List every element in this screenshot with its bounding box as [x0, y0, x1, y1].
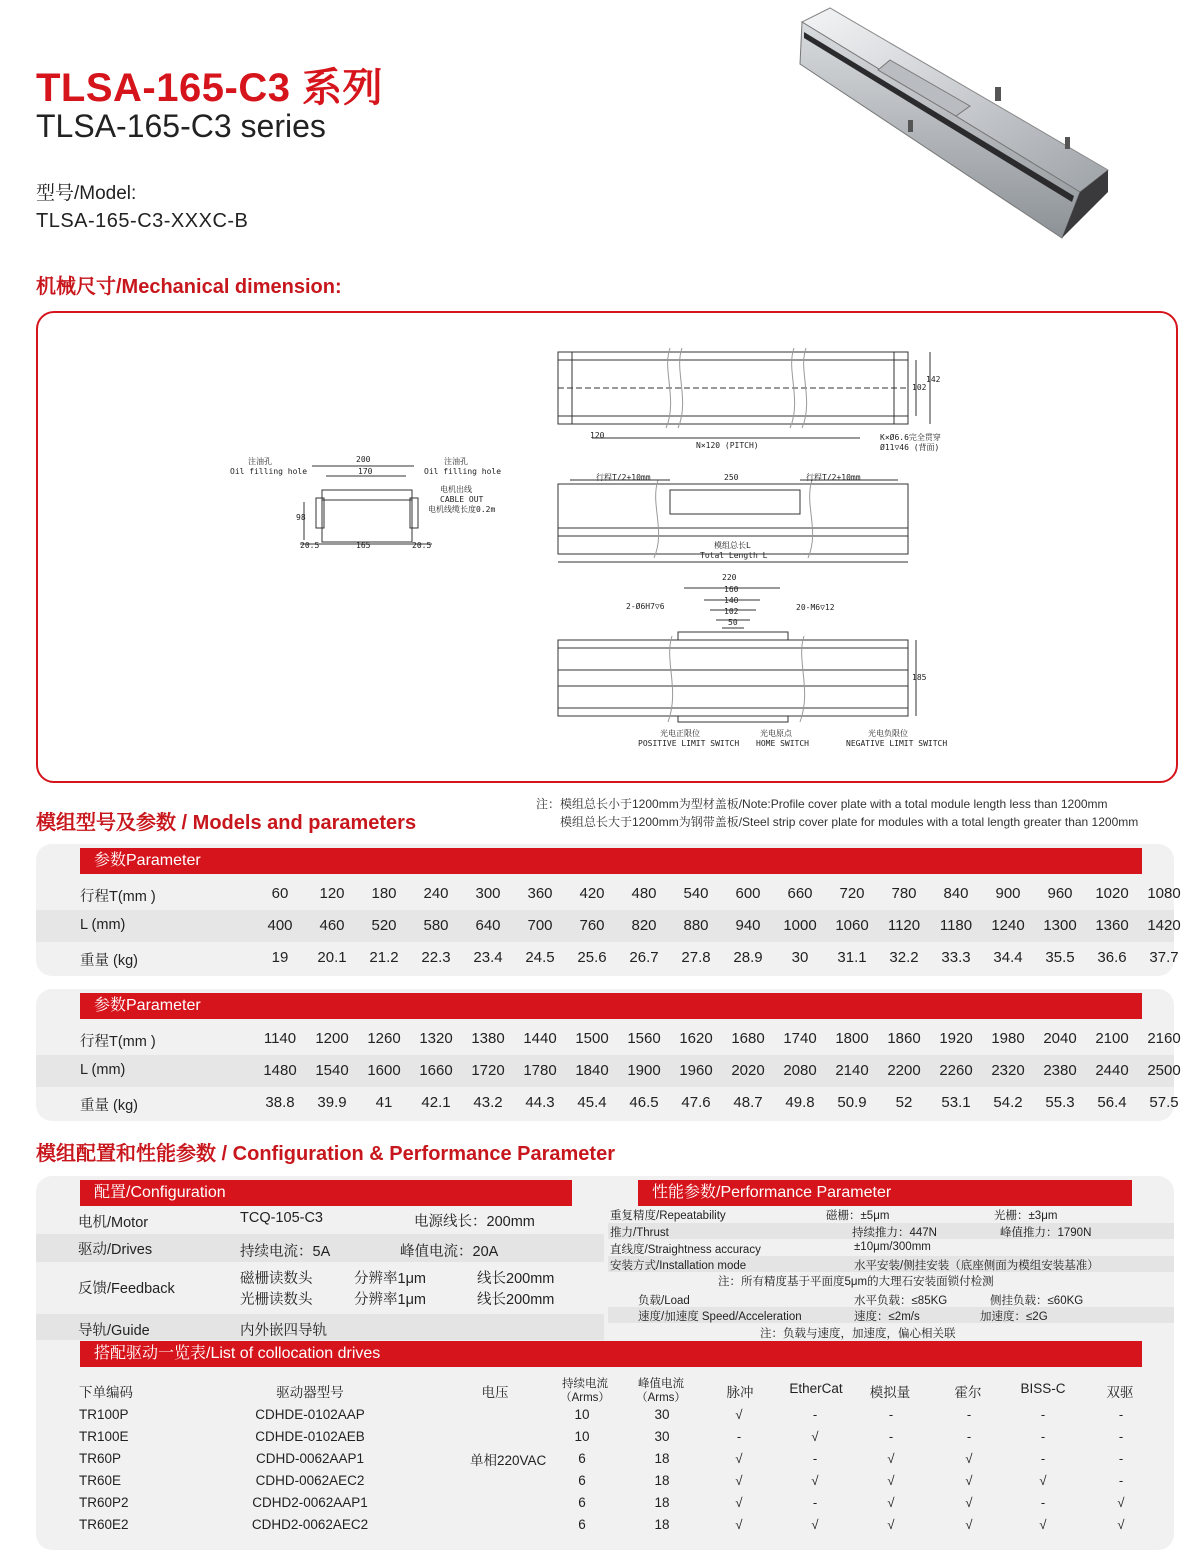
- row-values: [254, 1030, 1190, 1047]
- table-cell: 45.4: [577, 1094, 607, 1111]
- stroke-right: 行程T/2+10mm: [806, 473, 861, 482]
- config-row-guide: [36, 1314, 604, 1340]
- oil-hole-left-en: Oil filling hole: [230, 467, 308, 476]
- table-cell: 25.6: [577, 949, 607, 966]
- col-peak-current-unit: （Arms）: [636, 1392, 686, 1404]
- table-cell: 240: [423, 885, 449, 902]
- feedback-1-resolution: 分辨率1μm: [354, 1271, 426, 1287]
- acceleration-value: 加速度：≤2G: [980, 1311, 1048, 1323]
- table-cell: 1740: [783, 1030, 817, 1047]
- drive-model: CDHD-0062AEC2: [255, 1473, 365, 1488]
- performance-header: 性能参数/Performance Parameter: [638, 1180, 1132, 1206]
- stroke-left: 行程T/2+10mm: [596, 473, 651, 482]
- perf-row-straightness: [608, 1240, 1174, 1256]
- table-cell: 19: [271, 949, 289, 966]
- drive-cont-current: 6: [578, 1451, 586, 1466]
- model-label: 型号/Model:: [36, 183, 137, 204]
- table-cell: 31.1: [837, 949, 867, 966]
- dim-top-pitch: N×120 (PITCH): [696, 441, 759, 450]
- table-cell: 1600: [367, 1062, 401, 1079]
- table-cell: 27.8: [681, 949, 711, 966]
- load-label: 负载/Load: [638, 1295, 690, 1307]
- params-table-1-header: 参数Parameter: [80, 848, 1142, 874]
- positive-limit-cn: 光电正限位: [660, 729, 700, 738]
- drive-cont-current: 6: [578, 1495, 586, 1510]
- table-row: [36, 1023, 1181, 1055]
- drive-feature-mark: √: [735, 1451, 743, 1466]
- row-label: 行程T(mm ): [80, 889, 156, 905]
- table-cell: 1080: [1147, 885, 1181, 902]
- speed-label: 速度/加速度 Speed/Acceleration: [638, 1311, 802, 1323]
- table-cell: 1540: [315, 1062, 349, 1079]
- table-cell: 2380: [1043, 1062, 1077, 1079]
- table-cell: 460: [319, 917, 345, 934]
- table-cell: 26.7: [629, 949, 659, 966]
- drive-feature-mark: √: [1117, 1517, 1125, 1532]
- straightness-label: 直线度/Straightness accuracy: [610, 1244, 761, 1256]
- table-cell: 1680: [731, 1030, 765, 1047]
- drive-feature-mark: √: [965, 1495, 973, 1510]
- dim-side-20-5-left: 20.5: [300, 541, 320, 550]
- table-cell: 720: [839, 885, 865, 902]
- installation-note: 注：所有精度基于平面度5μm的大理石安装面锁付检测: [718, 1276, 994, 1288]
- page-subtitle: TLSA-165-C3 series: [36, 108, 326, 144]
- motor-label: 电机/Motor: [78, 1215, 149, 1231]
- row-values: [254, 949, 1190, 966]
- model-value: TLSA-165-C3-XXXC-B: [36, 210, 249, 232]
- table-cell: 540: [683, 885, 709, 902]
- table-cell: 1240: [991, 917, 1025, 934]
- home-switch-cn: 光电原点: [760, 729, 792, 738]
- drive-feature-mark: √: [1117, 1495, 1125, 1510]
- repeatability-optical: 光栅：±3μm: [994, 1210, 1058, 1222]
- drive-model: CDHDE-0102AEB: [255, 1429, 365, 1444]
- table-cell: 400: [267, 917, 293, 934]
- table-cell: 52: [895, 1094, 913, 1111]
- table-cell: 1020: [1095, 885, 1129, 902]
- col-drive-model: 驱动器型号: [276, 1385, 344, 1400]
- dim-bottom-102: 102: [724, 607, 739, 616]
- table-cell: 2080: [783, 1062, 817, 1079]
- table-cell: 120: [319, 885, 345, 902]
- table-cell: 1560: [627, 1030, 661, 1047]
- oil-hole-left-cn: 注油孔: [248, 457, 272, 466]
- table-cell: 1960: [679, 1062, 713, 1079]
- dim-side-98: 98: [296, 513, 306, 522]
- thread-holes: 20-M6▽12: [796, 603, 835, 612]
- table-cell: 60: [271, 885, 289, 902]
- config-section-title: 模组配置和性能参数 / Configuration & Performance Parameter: [36, 1143, 615, 1165]
- drive-feature-mark: -: [812, 1495, 818, 1510]
- drives-header: 搭配驱动一览表/List of collocation drives: [80, 1341, 1142, 1367]
- drive-feature-mark: √: [887, 1517, 895, 1532]
- table-cell: 1920: [939, 1030, 973, 1047]
- table-cell: 2140: [835, 1062, 869, 1079]
- drive-model: CDHD2-0062AAP1: [252, 1495, 368, 1510]
- drive-feature-mark: -: [1040, 1429, 1046, 1444]
- installation-value: 水平安装/侧挂安装（底座侧面为模组安装基准）: [854, 1260, 1099, 1272]
- table-cell: 2200: [887, 1062, 921, 1079]
- load-horizontal: 水平负载：≤85KG: [854, 1295, 948, 1307]
- table-cell: 820: [631, 917, 657, 934]
- drive-cont-current: 6: [578, 1473, 586, 1488]
- table-cell: 1660: [419, 1062, 453, 1079]
- total-length-en: Total Length L: [700, 551, 768, 560]
- table-cell: 1000: [783, 917, 817, 934]
- dim-top-120: 120: [590, 431, 605, 440]
- drive-feature-mark: -: [888, 1429, 894, 1444]
- table-cell: 1200: [315, 1030, 349, 1047]
- table-cell: 420: [579, 885, 605, 902]
- table-row: [36, 1055, 1181, 1087]
- hole-note-1: K×Ø6.6完全贯穿: [880, 433, 941, 442]
- drive-model: CDHD-0062AAP1: [255, 1451, 365, 1466]
- table-cell: 50.9: [837, 1094, 867, 1111]
- table-cell: 2100: [1095, 1030, 1129, 1047]
- drive-feature-mark: √: [887, 1495, 895, 1510]
- table-cell: 34.4: [993, 949, 1023, 966]
- drive-feature-mark: -: [1118, 1473, 1124, 1488]
- feedback-label: 反馈/Feedback: [78, 1281, 175, 1297]
- perf-row-thrust: [608, 1223, 1174, 1239]
- row-values: [254, 917, 1190, 934]
- drive-code: TR100P: [79, 1407, 129, 1422]
- drive-feature-mark: √: [811, 1473, 819, 1488]
- drive-cont-current: 10: [574, 1407, 590, 1422]
- drive-feature-mark: -: [1118, 1407, 1124, 1422]
- table-cell: 960: [1047, 885, 1073, 902]
- table-cell: 38.8: [265, 1094, 295, 1111]
- motor-cable-length: 电源线长：200mm: [414, 1214, 535, 1230]
- dim-side-200: 200: [356, 455, 371, 464]
- drive-feature-mark: -: [1040, 1495, 1046, 1510]
- table-cell: 880: [683, 917, 709, 934]
- table-cell: 2040: [1043, 1030, 1077, 1047]
- table-row: [36, 942, 1179, 974]
- table-cell: 41: [375, 1094, 393, 1111]
- table-cell: 580: [423, 917, 449, 934]
- drive-model: CDHDE-0102AAP: [255, 1407, 365, 1422]
- col-biss-c: BISS-C: [1020, 1381, 1066, 1396]
- col-analog: 模拟量: [869, 1385, 911, 1400]
- table-cell: 940: [735, 917, 761, 934]
- oil-hole-right-cn: 注油孔: [444, 457, 468, 466]
- table-cell: 55.3: [1045, 1094, 1075, 1111]
- dim-top-142: 142: [926, 375, 941, 384]
- drive-feature-mark: √: [965, 1451, 973, 1466]
- total-length-cn: 模组总长L: [714, 541, 751, 550]
- table-cell: 2160: [1147, 1030, 1181, 1047]
- carriage-250: 250: [724, 473, 739, 482]
- config-row-feedback: [36, 1262, 604, 1314]
- product-image: [790, 2, 1120, 242]
- mechanical-section-title: 机械尺寸/Mechanical dimension:: [36, 276, 342, 298]
- table-cell: 1840: [575, 1062, 609, 1079]
- dim-bottom-220: 220: [722, 573, 737, 582]
- drive-code: TR60P2: [79, 1495, 129, 1510]
- guide-label: 导轨/Guide: [78, 1323, 150, 1339]
- table-cell: 48.7: [733, 1094, 763, 1111]
- feedback-2-length: 线长200mm: [477, 1292, 555, 1308]
- table-cell: 480: [631, 885, 657, 902]
- table-cell: 57.5: [1149, 1094, 1179, 1111]
- table-cell: 24.5: [525, 949, 555, 966]
- cable-length: 电机线缆长度0.2m: [428, 505, 496, 514]
- row-values: [254, 1062, 1190, 1079]
- cable-out-en: CABLE OUT: [440, 495, 484, 504]
- table-cell: 44.3: [525, 1094, 555, 1111]
- drive-peak-current: 18: [654, 1451, 670, 1466]
- table-cell: 2440: [1095, 1062, 1129, 1079]
- table-cell: 300: [475, 885, 501, 902]
- negative-limit-en: NEGATIVE LIMIT SWITCH: [846, 739, 948, 748]
- row-label: L (mm): [80, 917, 126, 933]
- params-table-2-header: 参数Parameter: [80, 993, 1142, 1019]
- pin-holes: 2-Ø6H7▽6: [626, 602, 665, 611]
- table-cell: 1780: [523, 1062, 557, 1079]
- col-cont-current-unit: （Arms）: [560, 1392, 610, 1404]
- table-cell: 1420: [1147, 917, 1181, 934]
- drive-feature-mark: √: [887, 1451, 895, 1466]
- table-cell: 1720: [471, 1062, 505, 1079]
- drive-feature-mark: -: [812, 1407, 818, 1422]
- drive-feature-mark: √: [965, 1517, 973, 1532]
- feedback-2-resolution: 分辨率1μm: [354, 1292, 426, 1308]
- page-title: TLSA-165-C3 系列: [36, 66, 384, 110]
- table-cell: 23.4: [473, 949, 503, 966]
- table-cell: 56.4: [1097, 1094, 1127, 1111]
- table-cell: 780: [891, 885, 917, 902]
- table-cell: 53.1: [941, 1094, 971, 1111]
- drive-feature-mark: -: [812, 1451, 818, 1466]
- drive-feature-mark: √: [735, 1495, 743, 1510]
- drive-peak-current: 30: [654, 1429, 670, 1444]
- table-cell: 2500: [1147, 1062, 1181, 1079]
- table-cell: 2020: [731, 1062, 765, 1079]
- config-row-drive: [36, 1234, 604, 1262]
- config-row-motor: [36, 1206, 604, 1234]
- row-label: 行程T(mm ): [80, 1034, 156, 1050]
- drive-feature-mark: -: [966, 1407, 972, 1422]
- speed-value: 速度：≤2m/s: [854, 1311, 920, 1323]
- table-cell: 43.2: [473, 1094, 503, 1111]
- table-cell: 1900: [627, 1062, 661, 1079]
- row-label: 重量 (kg): [80, 953, 138, 969]
- feedback-2-name: 光栅读数头: [240, 1292, 313, 1308]
- col-hall: 霍尔: [954, 1385, 982, 1400]
- drive-code: TR60E: [79, 1473, 122, 1488]
- drive-model: CDHD2-0062AEC2: [251, 1517, 369, 1532]
- table-cell: 600: [735, 885, 761, 902]
- table-cell: 21.2: [369, 949, 399, 966]
- table-cell: 33.3: [941, 949, 971, 966]
- perf-row-speed: [608, 1307, 1174, 1323]
- drive-code: TR60P: [79, 1451, 122, 1466]
- row-label: L (mm): [80, 1062, 126, 1078]
- row-values: [254, 1094, 1190, 1111]
- drive-peak-current: 30: [654, 1407, 670, 1422]
- table-cell: 1800: [835, 1030, 869, 1047]
- home-switch-en: HOME SWITCH: [756, 739, 809, 748]
- dim-bottom-185: 185: [912, 673, 927, 682]
- drive-cont-current: 10: [574, 1429, 590, 1444]
- cover-note-2: 模组总长大于1200mm为钢带盖板/Steel strip cover plate for modules with a total length greater than 1200mm: [560, 815, 1139, 829]
- drive-peak-current: 18: [654, 1495, 670, 1510]
- drive-feature-mark: √: [811, 1429, 819, 1444]
- table-cell: 1380: [471, 1030, 505, 1047]
- drive-code: TR100E: [79, 1429, 129, 1444]
- drive-cont-current: 持续电流：5A: [240, 1244, 331, 1260]
- table-cell: 760: [579, 917, 605, 934]
- table-cell: 37.7: [1149, 949, 1179, 966]
- table-cell: 1320: [419, 1030, 453, 1047]
- dim-side-20-5-right: 20.5: [412, 541, 432, 550]
- config-header: 配置/Configuration: [80, 1180, 572, 1206]
- dim-bottom-50: 50: [728, 618, 738, 627]
- perf-row-repeatability: [608, 1206, 1174, 1222]
- cable-out-cn: 电机出线: [440, 485, 472, 494]
- drive-feature-mark: √: [965, 1473, 973, 1488]
- mechanical-drawing: [200, 330, 1000, 770]
- thrust-continuous: 持续推力：447N: [852, 1227, 937, 1239]
- drive-feature-mark: √: [735, 1473, 743, 1488]
- table-cell: 39.9: [317, 1094, 347, 1111]
- drive-feature-mark: √: [887, 1473, 895, 1488]
- table-cell: 1140: [263, 1030, 297, 1047]
- cover-note-1: 注：模组总长小于1200mm为型材盖板/Note:Profile cover plate with a total module length less than 1200mm: [536, 797, 1108, 811]
- perf-row-installation: [608, 1256, 1174, 1272]
- table-cell: 1360: [1095, 917, 1129, 934]
- installation-label: 安装方式/Installation mode: [610, 1260, 747, 1272]
- drive-feature-mark: √: [1039, 1473, 1047, 1488]
- row-values: [254, 885, 1190, 902]
- table-cell: 180: [371, 885, 397, 902]
- table-cell: 360: [527, 885, 553, 902]
- col-dual-drive: 双驱: [1106, 1385, 1134, 1400]
- dim-bottom-160: 160: [724, 585, 739, 594]
- table-cell: 54.2: [993, 1094, 1023, 1111]
- col-voltage: 电压: [481, 1385, 509, 1400]
- feedback-1-length: 线长200mm: [477, 1271, 555, 1287]
- drive-feature-mark: -: [1118, 1451, 1124, 1466]
- drive-feature-mark: √: [735, 1517, 743, 1532]
- table-cell: 28.9: [733, 949, 763, 966]
- table-cell: 700: [527, 917, 553, 934]
- row-label: 重量 (kg): [80, 1098, 138, 1114]
- table-cell: 900: [995, 885, 1021, 902]
- table-cell: 1620: [679, 1030, 713, 1047]
- col-pulse: 脉冲: [726, 1385, 754, 1400]
- hole-note-2: Ø11▽46 (背面): [880, 443, 940, 452]
- table-cell: 520: [371, 917, 397, 934]
- drive-voltage: 单相220VAC: [470, 1453, 547, 1468]
- drive-peak-current: 18: [654, 1473, 670, 1488]
- positive-limit-en: POSITIVE LIMIT SWITCH: [638, 739, 740, 748]
- table-row: [36, 910, 1181, 942]
- table-cell: 47.6: [681, 1094, 711, 1111]
- table-cell: 1500: [575, 1030, 609, 1047]
- table-cell: 1480: [263, 1062, 297, 1079]
- speed-note: 注：负载与速度，加速度，偏心相关联: [760, 1328, 956, 1340]
- drive-feature-mark: -: [966, 1429, 972, 1444]
- thrust-peak: 峰值推力：1790N: [1000, 1227, 1092, 1239]
- table-cell: 660: [787, 885, 813, 902]
- drive-feature-mark: -: [1040, 1451, 1046, 1466]
- table-cell: 1980: [991, 1030, 1025, 1047]
- repeatability-magnetic: 磁栅：±5μm: [826, 1210, 890, 1222]
- table-cell: 1440: [523, 1030, 557, 1047]
- table-cell: 20.1: [317, 949, 347, 966]
- load-side: 侧挂负载：≤60KG: [990, 1295, 1084, 1307]
- drive-peak-current: 峰值电流：20A: [400, 1244, 499, 1260]
- table-cell: 640: [475, 917, 501, 934]
- table-cell: 2320: [991, 1062, 1025, 1079]
- guide-value: 内外嵌四导轨: [240, 1323, 327, 1339]
- col-peak-current: 峰值电流: [638, 1378, 684, 1390]
- dim-side-165: 165: [356, 541, 371, 550]
- feedback-1-name: 磁栅读数头: [240, 1271, 313, 1287]
- oil-hole-right-en: Oil filling hole: [424, 467, 502, 476]
- table-cell: 1300: [1043, 917, 1077, 934]
- col-cont-current: 持续电流: [562, 1378, 608, 1390]
- table-cell: 1060: [835, 917, 869, 934]
- drive-feature-mark: √: [1039, 1517, 1047, 1532]
- negative-limit-cn: 光电负限位: [868, 729, 908, 738]
- table-row: [36, 878, 1181, 910]
- table-row: [36, 1087, 1179, 1119]
- table-cell: 42.1: [421, 1094, 451, 1111]
- dim-top-102: 102: [912, 383, 927, 392]
- col-order-code: 下单编码: [79, 1385, 133, 1400]
- drive-feature-mark: -: [888, 1407, 894, 1422]
- drive-cont-current: 6: [578, 1517, 586, 1532]
- table-cell: 1860: [887, 1030, 921, 1047]
- table-cell: 30: [791, 949, 809, 966]
- drive-feature-mark: -: [1118, 1429, 1124, 1444]
- thrust-label: 推力/Thrust: [610, 1227, 669, 1239]
- dim-bottom-140: 140: [724, 596, 739, 605]
- table-cell: 1120: [887, 917, 921, 934]
- table-cell: 32.2: [889, 949, 919, 966]
- table-cell: 840: [943, 885, 969, 902]
- table-cell: 49.8: [785, 1094, 815, 1111]
- table-cell: 1260: [367, 1030, 401, 1047]
- table-cell: 1180: [939, 917, 973, 934]
- dim-side-170: 170: [358, 467, 373, 476]
- drive-feature-mark: √: [735, 1407, 743, 1422]
- perf-row-load: [608, 1291, 1174, 1307]
- motor-value: TCQ-105-C3: [240, 1210, 323, 1226]
- drive-feature-mark: -: [1040, 1407, 1046, 1422]
- straightness-value: ±10μm/300mm: [854, 1241, 931, 1253]
- models-section-title: 模组型号及参数 / Models and parameters: [36, 812, 417, 834]
- drive-feature-mark: √: [811, 1517, 819, 1532]
- table-cell: 2260: [939, 1062, 973, 1079]
- drive-code: TR60E2: [79, 1517, 129, 1532]
- table-cell: 22.3: [421, 949, 451, 966]
- drive-peak-current: 18: [654, 1517, 670, 1532]
- table-cell: 35.5: [1045, 949, 1075, 966]
- drive-label: 驱动/Drives: [78, 1242, 153, 1258]
- table-cell: 46.5: [629, 1094, 659, 1111]
- repeatability-label: 重复精度/Repeatability: [610, 1210, 726, 1222]
- drive-feature-mark: -: [736, 1429, 742, 1444]
- table-cell: 36.6: [1097, 949, 1127, 966]
- col-ethercat: EtherCat: [789, 1381, 843, 1396]
